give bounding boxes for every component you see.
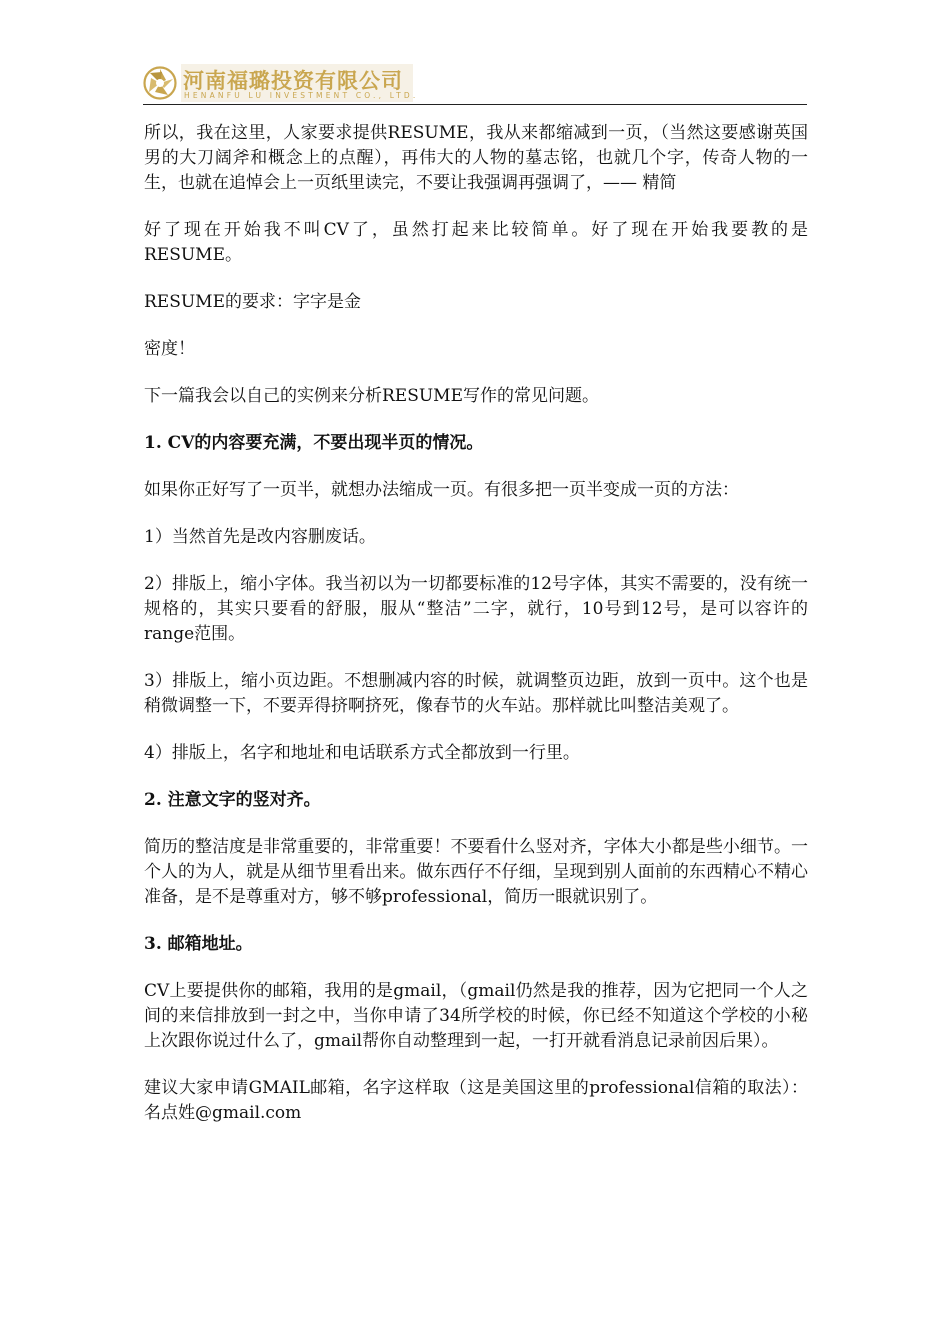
body-paragraph: 3）排版上，缩小页边距。不想删减内容的时候，就调整页边距，放到一页中。这个也是稍微调整一下，不要弄得挤啊挤死，像春节的火车站。那样就比叫整洁美观了。 bbox=[144, 671, 808, 716]
body-paragraph: 好了现在开始我不叫CV了，虽然打起来比较简单。好了现在开始我要教的是RESUME。 bbox=[144, 220, 808, 265]
company-logo bbox=[181, 64, 419, 102]
body-paragraph: 下一篇我会以自己的实例来分析RESUME写作的常见问题。 bbox=[144, 386, 599, 406]
body-paragraph: 如果你正好写了一页半，就想办法缩成一页。有很多把一页半变成一页的方法： bbox=[144, 480, 739, 500]
body-paragraph: 1）当然首先是改内容删废话。 bbox=[144, 527, 376, 547]
header-divider bbox=[143, 104, 807, 105]
body-paragraph: RESUME的要求：字字是金 bbox=[144, 292, 361, 312]
body-paragraph: CV上要提供你的邮箱，我用的是gmail，（gmail仍然是我的推荐，因为它把同一个人之间的来信排放到一封之中，当你申请了34所学校的时候，你已经不知道这个学校的小秘上次跟你说过什么了，gmail帮你自动整理到一起，一打开就看消息记录前因后果）。 bbox=[144, 981, 808, 1051]
body-paragraph: 所以，我在这里，人家要求提供RESUME，我从来都缩减到一页，（当然这要感谢英国男的大刀阔斧和概念上的点醒），再伟大的人物的墓志铭，也就几个字，传奇人物的一生，也就在追悼会上一页纸里读完，不要让我强调再强调了，—— 精简 bbox=[144, 123, 808, 193]
document-body bbox=[144, 121, 808, 1148]
company-name-cn: 河南福璐投资有限公司 bbox=[183, 69, 403, 93]
body-paragraph: 4）排版上，名字和地址和电话联系方式全都放到一行里。 bbox=[144, 743, 580, 763]
company-name-en: HENANFU LU INVESTMENT CO., LTD. bbox=[184, 91, 419, 100]
page-header bbox=[143, 62, 807, 106]
body-paragraph: 密度！ bbox=[144, 339, 195, 359]
body-paragraph: 简历的整洁度是非常重要的，非常重要！不要看什么竖对齐，字体大小都是些小细节。一个人的为人，就是从细节里看出来。做东西仔不仔细，呈现到别人面前的东西精心不精心准备，是不是尊重对方，够不够professional，简历一眼就识别了。 bbox=[144, 837, 808, 907]
aperture-logo-icon bbox=[143, 66, 177, 100]
section-heading: 1. CV的内容要充满，不要出现半页的情况。 bbox=[144, 433, 484, 453]
body-paragraph: 建议大家申请GMAIL邮箱，名字这样取（这是美国这里的professional信箱的取法）：名点姓@gmail.com bbox=[144, 1078, 808, 1123]
section-heading: 2. 注意文字的竖对齐。 bbox=[144, 790, 321, 810]
section-heading: 3. 邮箱地址。 bbox=[144, 934, 253, 954]
body-paragraph: 2）排版上，缩小字体。我当初以为一切都要标准的12号字体，其实不需要的，没有统一规格的，其实只要看的舒服，服从“整洁”二字，就行，10号到12号，是可以容许的range范围。 bbox=[144, 574, 808, 644]
